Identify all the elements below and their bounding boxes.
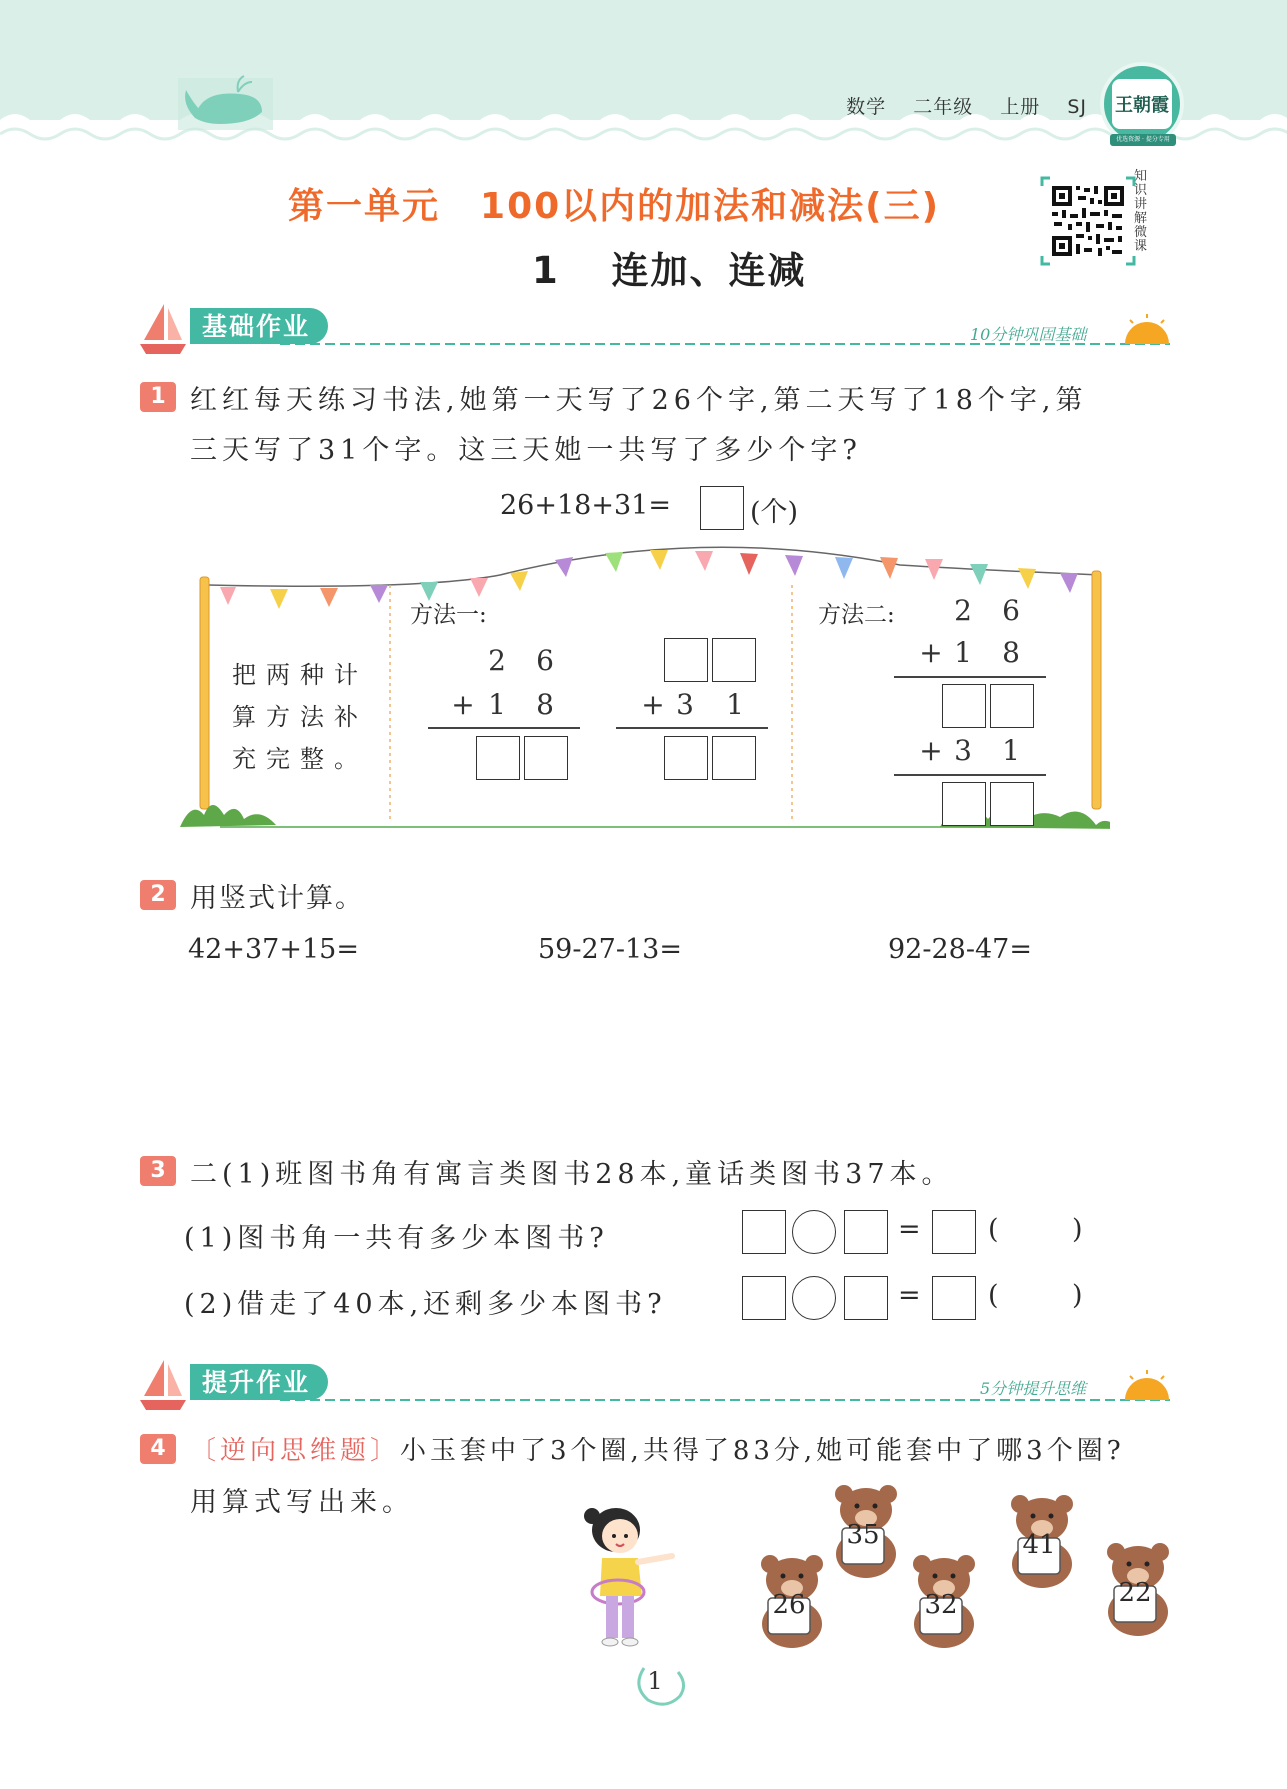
q3-operand-box[interactable] xyxy=(742,1276,786,1320)
sailboat-icon xyxy=(140,1360,186,1410)
q3-sub2: (2)借走了40本,还剩多少本图书? xyxy=(184,1289,667,1320)
q1-answer-box[interactable] xyxy=(700,486,744,530)
q2-problem: 59-27-13= xyxy=(538,934,682,965)
m1-sum-line xyxy=(428,727,580,729)
header-grade: 二年级 xyxy=(913,96,974,118)
q3-operand-box[interactable] xyxy=(844,1276,888,1320)
m1-digit: 6 xyxy=(536,644,554,677)
m2-digit: 1 xyxy=(954,636,972,669)
section-label-advanced: 提升作业 xyxy=(190,1364,328,1400)
brand-subtitle: 优选资源 · 提分专用 xyxy=(1110,134,1176,146)
m2-answer-box[interactable] xyxy=(990,684,1034,728)
q3-unit-blank[interactable] xyxy=(1004,1278,1068,1318)
q4-text-line1: 小玉套中了3个圈,共得了83分,她可能套中了哪3个圈? xyxy=(400,1436,1125,1466)
q4-tag: 〔逆向思维题〕 xyxy=(190,1436,401,1466)
page-number: 1 xyxy=(647,1667,663,1695)
m1-answer-box[interactable] xyxy=(664,736,708,780)
header-band xyxy=(0,0,1287,150)
q3-paren-open: ( xyxy=(988,1280,999,1311)
qr-label: 知识讲解微课 xyxy=(1134,169,1148,254)
header-edition: SJ xyxy=(1067,96,1087,118)
question-number-3: 3 xyxy=(140,1156,176,1186)
q3-equals: = xyxy=(898,1214,921,1245)
section-note-advanced: 5分钟提升思维 xyxy=(980,1379,1087,1398)
q3-text: 二(1)班图书角有寓言类图书28本,童话类图书37本。 xyxy=(190,1159,954,1190)
q3-operand-box[interactable] xyxy=(844,1210,888,1254)
q2-work-area[interactable] xyxy=(180,980,1170,1130)
method1-label: 方法一: xyxy=(410,602,487,628)
question-number-1: 1 xyxy=(140,382,176,412)
bear-score: 41 xyxy=(1022,1530,1056,1560)
q2-problem: 92-28-47= xyxy=(888,934,1032,965)
bear-score: 22 xyxy=(1118,1578,1152,1608)
m2-digit: 8 xyxy=(1002,636,1020,669)
m1-answer-box[interactable] xyxy=(476,736,520,780)
header-volume: 上册 xyxy=(1000,96,1041,118)
q4-line1 xyxy=(190,1430,1125,1467)
m2-plus: + xyxy=(919,734,943,767)
board-instruction: 把两种计算方法补充完整。 xyxy=(232,661,368,773)
m2-digit: 6 xyxy=(1002,594,1020,627)
m1-sum-line xyxy=(616,727,768,729)
question-number-2: 2 xyxy=(140,880,176,910)
girl-with-hoop-illustration xyxy=(572,1500,682,1650)
q3-operator-circle[interactable] xyxy=(792,1276,836,1320)
q3-unit-blank[interactable] xyxy=(1004,1212,1068,1252)
method2-label: 方法二: xyxy=(818,602,895,628)
m2-answer-box[interactable] xyxy=(942,782,986,826)
m1-plus: + xyxy=(451,688,475,721)
q1-text-line1: 红红每天练习书法,她第一天写了26个字,第二天写了18个字,第 xyxy=(190,385,1088,416)
section-label-basic: 基础作业 xyxy=(190,308,328,344)
section-note-basic: 10分钟巩固基础 xyxy=(970,325,1087,344)
m1-plus: + xyxy=(641,688,665,721)
bear-score: 26 xyxy=(772,1590,806,1620)
lesson-title xyxy=(532,240,807,294)
q3-equals: = xyxy=(898,1280,921,1311)
q2-problem: 42+37+15= xyxy=(188,934,359,965)
q1-unit: (个) xyxy=(750,497,799,528)
m1-digit: 2 xyxy=(488,644,506,677)
m2-sum-line xyxy=(894,774,1046,776)
question-number-4: 4 xyxy=(140,1434,176,1464)
lesson-name: 连加、连减 xyxy=(611,249,807,292)
brand-name: 王朝霞 xyxy=(1112,79,1172,129)
sun-icon xyxy=(1125,314,1169,344)
m1-answer-box[interactable] xyxy=(712,736,756,780)
lesson-number: 1 xyxy=(532,249,560,292)
qr-code-icon[interactable] xyxy=(1040,176,1136,266)
m1-operand-box[interactable] xyxy=(664,638,708,682)
q2-text: 用竖式计算。 xyxy=(190,883,364,914)
header-subject: 数学 xyxy=(846,96,887,118)
q3-paren-close: ) xyxy=(1072,1214,1083,1245)
q3-result-box[interactable] xyxy=(932,1276,976,1320)
q3-sub1: (1)图书角一共有多少本图书? xyxy=(184,1223,609,1254)
m2-sum-line xyxy=(894,676,1046,678)
q3-operand-box[interactable] xyxy=(742,1210,786,1254)
m2-plus: + xyxy=(919,636,943,669)
bear-score: 35 xyxy=(846,1520,880,1550)
m2-answer-box[interactable] xyxy=(942,684,986,728)
unit-title xyxy=(288,178,940,229)
sun-icon xyxy=(1125,1370,1169,1400)
m1-digit: 8 xyxy=(536,688,554,721)
unit-name: 100以内的加法和减法(三) xyxy=(480,186,941,227)
m1-answer-box[interactable] xyxy=(524,736,568,780)
m2-digit: 3 xyxy=(954,734,972,767)
header-info xyxy=(826,92,1087,119)
q3-result-box[interactable] xyxy=(932,1210,976,1254)
q3-paren-close: ) xyxy=(1072,1280,1083,1311)
q4-text-line2: 用算式写出来。 xyxy=(190,1487,414,1518)
m1-digit: 1 xyxy=(726,688,744,721)
q3-operator-circle[interactable] xyxy=(792,1210,836,1254)
bear-score: 32 xyxy=(924,1590,958,1620)
q1-text-line2: 三天写了31个字。这三天她一共写了多少个字? xyxy=(190,435,862,466)
m1-operand-box[interactable] xyxy=(712,638,756,682)
m1-digit: 1 xyxy=(488,688,506,721)
m2-answer-box[interactable] xyxy=(990,782,1034,826)
q1-equation: 26+18+31= xyxy=(500,490,671,521)
unit-label: 第一单元 xyxy=(288,186,441,227)
whale-icon xyxy=(178,76,273,130)
q3-paren-open: ( xyxy=(988,1214,999,1245)
sailboat-icon xyxy=(140,304,186,354)
m2-digit: 2 xyxy=(954,594,972,627)
m2-digit: 1 xyxy=(1002,734,1020,767)
m1-digit: 3 xyxy=(676,688,694,721)
